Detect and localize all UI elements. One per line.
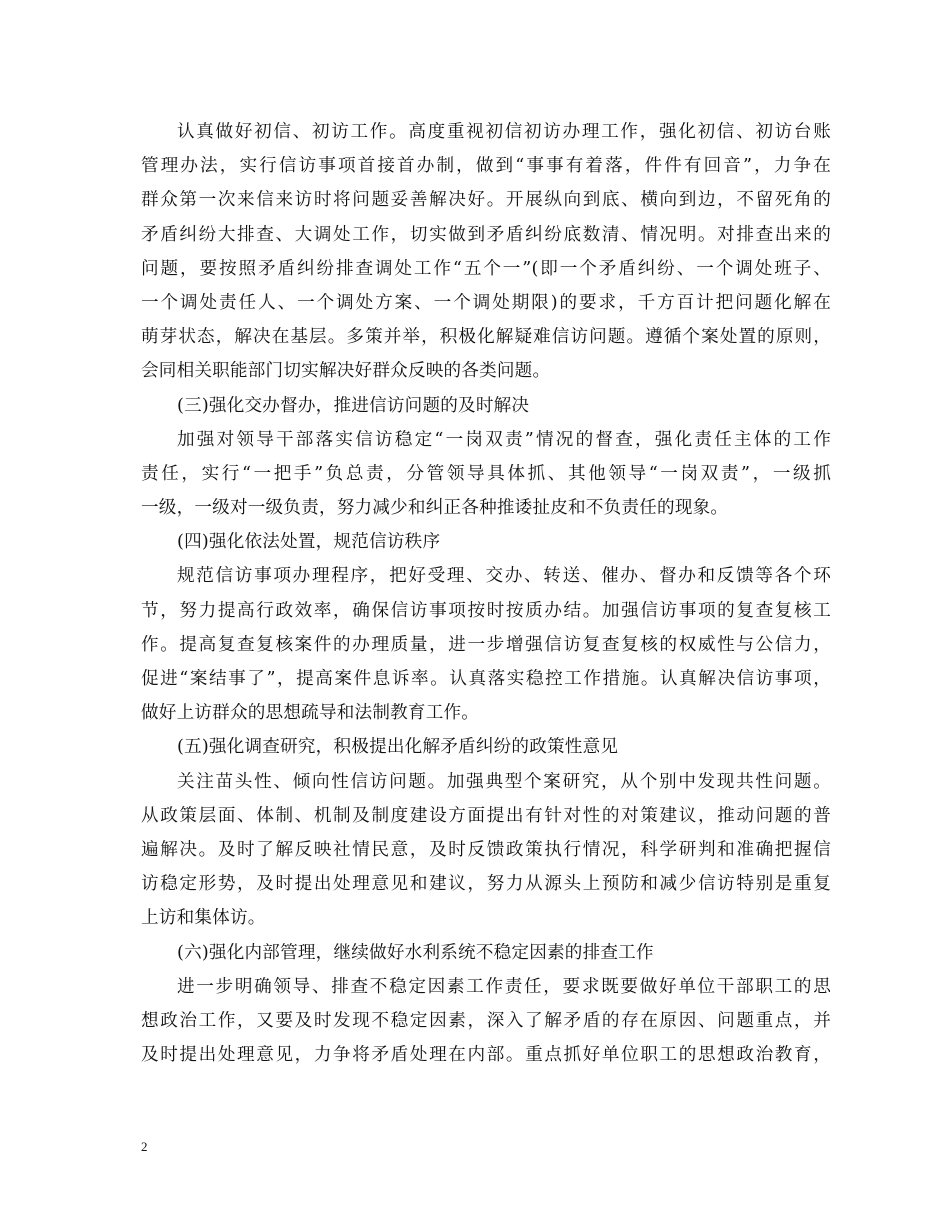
paragraph-line: 做好上访群众的思想疏导和法制教育工作。 xyxy=(141,703,480,724)
paragraph-line: 及时提出处理意见，力争将矛盾处理在内部。重点抓好单位职工的思想政治教育， xyxy=(141,1045,831,1066)
section-heading: (三)强化交办督办，推进信访问题的及时解决 xyxy=(177,395,530,416)
paragraph-line: 节，努力提高行政效率，确保信访事项按时按质办结。加强信访事项的复查复核工 xyxy=(141,600,831,621)
paragraph-line: 访稳定形势，及时提出处理意见和建议，努力从源头上预防和减少信访特别是重复 xyxy=(141,874,831,895)
paragraph-line: 问题，要按照矛盾纠纷排查调处工作“五个一”(即一个矛盾纠纷、一个调处班子、 xyxy=(141,258,831,279)
paragraph-line: 会同相关职能部门切实解决好群众反映的各类问题。 xyxy=(141,361,551,382)
paragraph-line: 从政策层面、体制、机制及制度建设方面提出有针对性的对策建议，推动问题的普 xyxy=(141,805,831,826)
paragraph-line: 一个调处责任人、一个调处方案、一个调处期限)的要求，千方百计把问题化解在 xyxy=(141,292,831,313)
paragraph-line: 进一步明确领导、排查不稳定因素工作责任，要求既要做好单位干部职工的思 xyxy=(177,976,831,997)
paragraph-line: 规范信访事项办理程序，把好受理、交办、转送、催办、督办和反馈等各个环 xyxy=(177,566,831,587)
paragraph-line: 作。提高复查复核案件的办理质量，进一步增强信访复查复核的权威性与公信力， xyxy=(141,634,831,655)
paragraph-line: 加强对领导干部落实信访稳定“一岗双责”情况的督查，强化责任主体的工作 xyxy=(177,429,831,450)
paragraph-line: 管理办法，实行信访事项首接首办制，做到“事事有着落，件件有回音”，力争在 xyxy=(141,156,831,177)
paragraph-line: 促进“案结事了”，提高案件息诉率。认真落实稳控工作措施。认真解决信访事项， xyxy=(141,669,831,689)
section-heading: (五)强化调查研究，积极提出化解矛盾纠纷的政策性意见 xyxy=(177,737,619,758)
paragraph-line: 群众第一次来信来访时将问题妥善解决好。开展纵向到底、横向到边，不留死角的 xyxy=(141,190,831,211)
paragraph-line: 萌芽状态，解决在基层。多策并举，积极化解疑难信访问题。遵循个案处置的原则， xyxy=(141,327,831,348)
page-number: 2 xyxy=(141,1139,148,1154)
paragraph-line: 矛盾纠纷大排查、大调处工作，切实做到矛盾纠纷底数清、情况明。对排查出来的 xyxy=(141,224,831,245)
paragraph-line: 遍解决。及时了解反映社情民意，及时反馈政策执行情况，科学研判和准确把握信 xyxy=(141,839,831,860)
paragraph-line: 责任，实行“一把手”负总责，分管领导具体抓、其他领导“一岗双责”，一级抓 xyxy=(141,463,831,484)
section-heading: (六)强化内部管理，继续做好水利系统不稳定因素的排查工作 xyxy=(177,942,654,963)
paragraph-line: 一级，一级对一级负责，努力减少和纠正各种推诿扯皮和不负责任的现象。 xyxy=(141,498,729,519)
paragraph-line: 上访和集体访。 xyxy=(141,908,266,929)
paragraph-line: 认真做好初信、初访工作。高度重视初信初访办理工作，强化初信、初访台账 xyxy=(177,122,831,142)
paragraph-line: 关注苗头性、倾向性信访问题。加强典型个案研究，从个别中发现共性问题。 xyxy=(177,771,831,792)
section-heading: (四)强化依法处置，规范信访秩序 xyxy=(177,532,441,553)
document-body xyxy=(141,115,831,1072)
paragraph-line: 想政治工作，又要及时发现不稳定因素，深入了解矛盾的存在原因、问题重点，并 xyxy=(141,1010,831,1031)
